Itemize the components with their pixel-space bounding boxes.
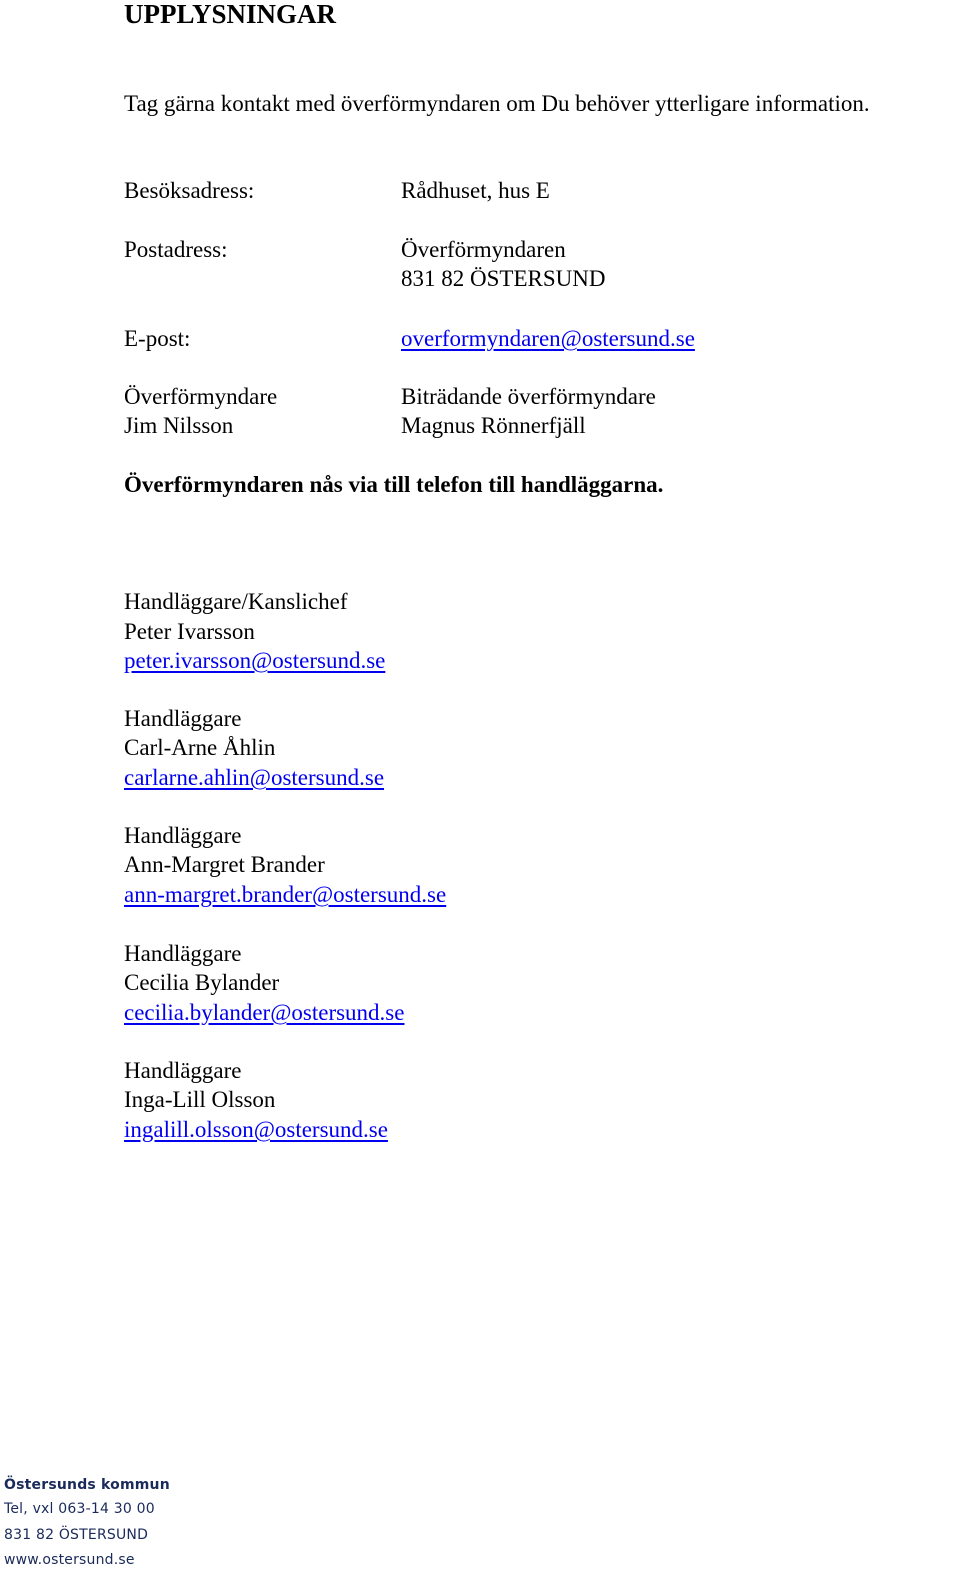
deputy-official-name: Magnus Rönnerfjäll [401, 413, 586, 438]
contact-role: Handläggare [124, 823, 242, 848]
postal-address-line1: Överförmyndaren [401, 237, 566, 262]
intro-text: Tag gärna kontakt med överförmyndaren om Du behöver ytterligare information. [124, 91, 870, 116]
contact-email-link[interactable]: ann-margret.brander@ostersund.se [124, 882, 447, 907]
contact-name: Inga-Lill Olsson [124, 1087, 276, 1112]
contact-role: Handläggare [124, 1058, 242, 1083]
contact-name: Ann-Margret Brander [124, 852, 325, 877]
phone-note: Överförmyndaren nås via till telefon till handläggarna. [124, 472, 664, 497]
contact-email-link[interactable]: carlarne.ahlin@ostersund.se [124, 765, 385, 790]
visit-address-label: Besöksadress: [124, 178, 255, 203]
contact-role: Handläggare/Kanslichef [124, 589, 348, 614]
contact-role: Handläggare [124, 941, 242, 966]
footer-phone: Tel, vxl 063-14 30 00 [4, 1501, 155, 1517]
contact-name: Carl-Arne Åhlin [124, 735, 276, 760]
page-title: UPPLYSNINGAR [124, 0, 337, 29]
deputy-role-label: Biträdande överförmyndare [401, 384, 656, 409]
office-email-link[interactable]: overformyndaren@ostersund.se [401, 326, 695, 351]
contact-role: Handläggare [124, 706, 242, 731]
email-label: E-post: [124, 326, 191, 351]
postal-address-label: Postadress: [124, 237, 228, 262]
main-official-name: Jim Nilsson [124, 413, 234, 438]
contact-email-link[interactable]: peter.ivarsson@ostersund.se [124, 648, 386, 673]
postal-address-line2: 831 82 ÖSTERSUND [401, 266, 606, 291]
contact-email-link[interactable]: ingalill.olsson@ostersund.se [124, 1117, 388, 1142]
footer-org-name: Östersunds kommun [4, 1477, 170, 1493]
visit-address-value: Rådhuset, hus E [401, 178, 550, 203]
footer-website: www.ostersund.se [4, 1552, 135, 1568]
contact-name: Cecilia Bylander [124, 970, 280, 995]
contact-name: Peter Ivarsson [124, 619, 255, 644]
main-role-label: Överförmyndare [124, 384, 278, 409]
contact-email-link[interactable]: cecilia.bylander@ostersund.se [124, 1000, 405, 1025]
footer-postal: 831 82 ÖSTERSUND [4, 1527, 149, 1543]
